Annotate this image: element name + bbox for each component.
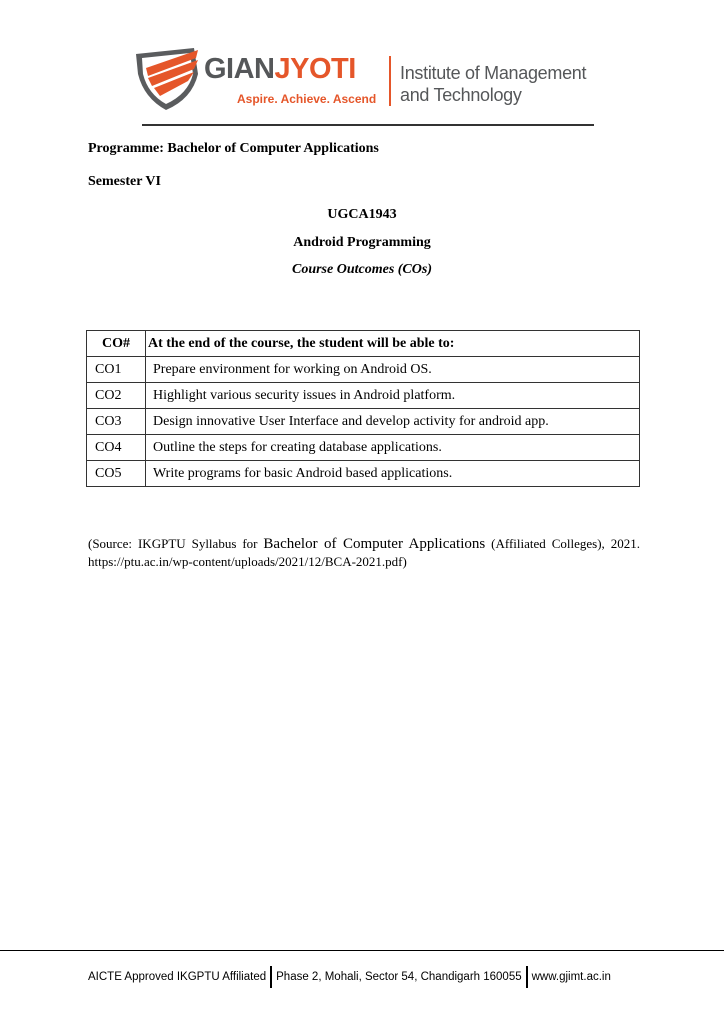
table-row (87, 461, 640, 487)
source-citation (88, 535, 640, 570)
co-description: Highlight various security issues in Android platform. (146, 383, 640, 409)
footer-website: www.gjimt.ac.in (531, 971, 611, 983)
source-suffix: (Affiliated Colleges), 2021. https://ptu.ac.in/wp-content/uploads/2021/12/BCA-2021.pdf) (88, 536, 640, 569)
brand-gian: GIAN (204, 53, 275, 85)
shield-logo-icon (132, 44, 204, 112)
institute-name (400, 62, 586, 106)
footer-separator (270, 966, 272, 988)
co-number: CO4 (87, 435, 146, 461)
co-number: CO5 (87, 461, 146, 487)
co-number: CO3 (87, 409, 146, 435)
course-code: UGCA1943 (327, 207, 397, 222)
table-header-row (87, 331, 640, 357)
co-number: CO1 (87, 357, 146, 383)
brand-name (204, 54, 356, 84)
semester-label: Semester VI (88, 174, 161, 189)
footer-separator (526, 966, 528, 988)
institute-line1: Institute of Management (400, 63, 587, 83)
footer-affiliation: AICTE Approved IKGPTU Affiliated (88, 971, 267, 983)
programme-title: Programme: Bachelor of Computer Applications (88, 141, 379, 156)
footer-address: Phase 2, Mohali, Sector 54, Chandigarh 160055 (276, 971, 522, 983)
table-row (87, 409, 640, 435)
table-row (87, 383, 640, 409)
table-row (87, 435, 640, 461)
co-description: Outline the steps for creating database applications. (146, 435, 640, 461)
header-co-number: CO# (87, 331, 146, 357)
co-description: Prepare environment for working on Android OS. (146, 357, 640, 383)
header-rule (142, 124, 594, 126)
course-outcomes-table (86, 330, 640, 487)
co-description: Design innovative User Interface and develop activity for android app. (146, 409, 640, 435)
source-prefix: (Source: IKGPTU Syllabus for (88, 536, 264, 551)
footer-rule (0, 950, 724, 951)
brand-tagline: Aspire. Achieve. Ascend (237, 92, 377, 106)
logo-divider (389, 56, 391, 106)
co-number: CO2 (87, 383, 146, 409)
course-outcomes-subtitle: Course Outcomes (COs) (291, 262, 432, 277)
header-outcome: At the end of the course, the student will be able to: (146, 331, 640, 357)
institute-logo (132, 42, 602, 114)
brand-jyoti: JYOTI (274, 53, 356, 85)
institute-line2: and Technology (400, 85, 522, 105)
co-description: Write programs for basic Android based applications. (146, 461, 640, 487)
table-row (87, 357, 640, 383)
source-programme: Bachelor of Computer Applications (263, 536, 486, 552)
course-name: Android Programming (293, 235, 431, 250)
footer (88, 966, 611, 988)
